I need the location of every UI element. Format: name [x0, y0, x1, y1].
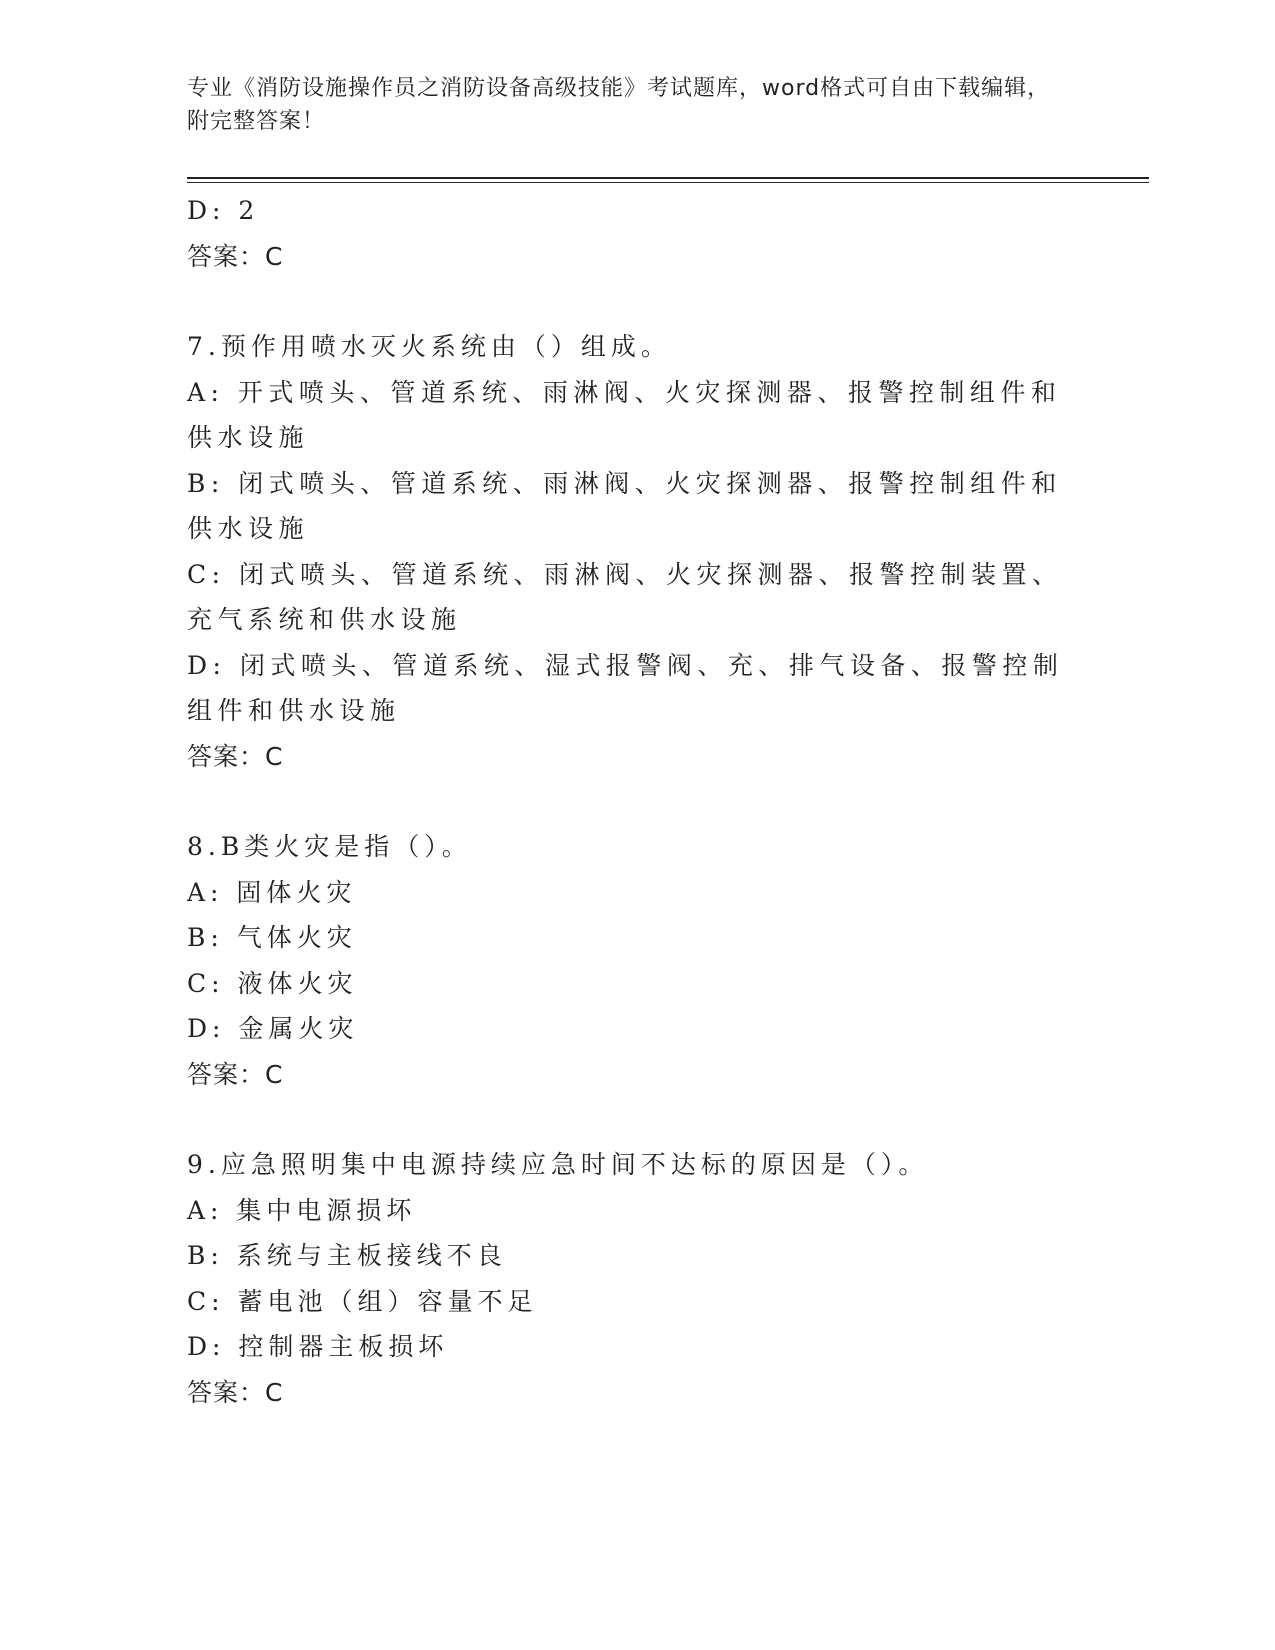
- spacer: [187, 279, 1087, 324]
- question-option: B: 系统与主板接线不良: [187, 1241, 507, 1270]
- prev-question-answer: 答案：C: [187, 241, 284, 271]
- question-option: B: 气体火灾: [187, 923, 357, 952]
- question-option: A: 开式喷头、管道系统、雨淋阀、火灾探测器、报警控制组件和供水设施: [187, 377, 1062, 452]
- question-answer: 答案：C: [187, 1377, 284, 1407]
- question-block: [187, 1142, 1087, 1415]
- question-answer: 答案：C: [187, 741, 284, 771]
- question-option: C: 液体火灾: [187, 968, 358, 998]
- question-option: D: 控制器主板损坏: [187, 1332, 449, 1361]
- spacer: [187, 779, 1087, 824]
- question-option: A: 集中电源损坏: [187, 1195, 417, 1225]
- question-block: [187, 824, 1087, 1097]
- question-option: C: 闭式喷头、管道系统、雨淋阀、火灾探测器、报警控制装置、充气系统和供水设施: [187, 559, 1063, 634]
- question-option: D: 金属火灾: [187, 1014, 359, 1043]
- question-option: B: 闭式喷头、管道系统、雨淋阀、火灾探测器、报警控制组件和供水设施: [187, 468, 1062, 543]
- question-stem: 9.应急照明集中电源持续应急时间不达标的原因是（）。: [187, 1150, 929, 1179]
- spacer: [187, 1097, 1087, 1142]
- question-block: [187, 324, 1087, 779]
- header-divider-thin: [187, 182, 1149, 183]
- question-stem: 7.预作用喷水灭火系统由（）组成。: [187, 332, 671, 361]
- question-list: [187, 188, 1087, 1415]
- question-stem: 8.B类火灾是指（）。: [187, 832, 472, 861]
- question-option: D: 闭式喷头、管道系统、湿式报警阀、充、排气设备、报警控制组件和供水设施: [187, 650, 1064, 725]
- question-answer: 答案：C: [187, 1059, 284, 1089]
- header-divider-thick: [187, 177, 1149, 179]
- question-option: A: 固体火灾: [187, 877, 357, 907]
- question-option: C: 蓄电池（组）容量不足: [187, 1286, 538, 1316]
- document-header: 专业《消防设施操作员之消防设备高级技能》考试题库，word格式可自由下载编辑，附完整答案！: [187, 76, 1051, 134]
- prev-question-option-d: D: 2: [187, 196, 260, 225]
